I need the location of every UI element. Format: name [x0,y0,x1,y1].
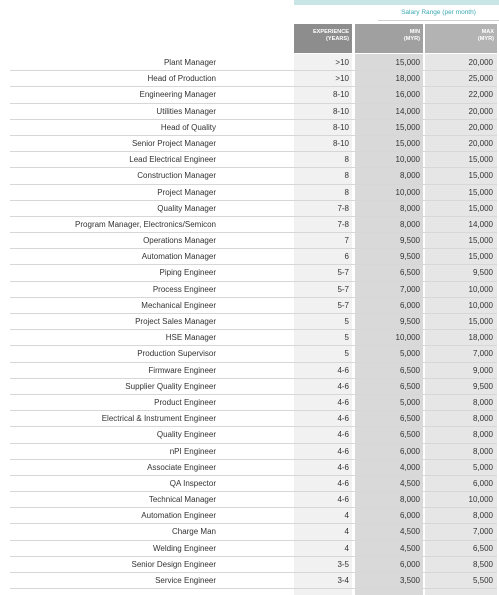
job-title-cell: Plant Manager [163,58,216,67]
experience-cell: 8-10 [332,138,349,148]
table-row [0,330,499,346]
job-title-cell: Head of Production [147,74,216,84]
job-title-cell: HSE Manager [165,333,216,343]
experience-cell: 8 [344,187,349,197]
min-salary-cell: 9,500 [399,236,420,246]
min-salary-cell: 5,000 [399,349,420,359]
job-title-cell: Service Engineer [155,576,216,585]
min-salary-cell: 4,500 [399,478,420,488]
job-title-cell: Construction Manager [137,171,216,181]
max-salary-cell: 20,000 [468,58,493,67]
min-salary-cell: 9,500 [399,317,420,326]
experience-cell: >10 [335,58,349,67]
max-salary-cell: 8,000 [472,446,493,456]
experience-cell: 5 [344,333,349,343]
experience-cell: 3-5 [337,559,349,569]
job-title-cell: Mechanical Engineer [141,300,216,310]
table-row [0,346,499,362]
max-salary-cell: 5,000 [472,462,493,472]
job-title-cell: Charge Man [171,527,216,537]
table-body [0,55,499,589]
max-salary-cell: 8,000 [472,397,493,407]
max-salary-cell: 5,500 [472,576,493,585]
table-row [0,363,499,379]
experience-cell: 4-6 [337,397,349,407]
max-salary-cell: 15,000 [468,203,493,213]
header-divider [378,20,499,21]
job-title-cell: Product Engineer [154,397,216,407]
job-title-cell: Senior Project Manager [131,138,216,148]
experience-cell: 5 [344,349,349,359]
job-title-cell: Technical Manager [148,495,216,505]
experience-cell: 6 [344,252,349,262]
min-salary-cell: 9,500 [399,252,420,262]
max-header-line1: MAX [481,29,494,35]
min-salary-cell: 16,000 [395,90,420,100]
table-row [0,282,499,298]
max-salary-cell: 10,000 [468,300,493,310]
max-salary-cell: 9,000 [472,365,493,375]
min-salary-cell: 7,000 [399,284,420,294]
min-salary-cell: 6,000 [399,511,420,521]
max-salary-cell: 8,000 [472,414,493,424]
max-column-header [425,24,497,53]
experience-column-header [294,24,352,53]
max-salary-cell: 15,000 [468,317,493,326]
job-title-cell: Lead Electrical Engineer [129,155,216,165]
experience-header-line2: (YEARS) [326,36,349,42]
max-salary-cell: 20,000 [468,122,493,132]
experience-header-line1: EXPERIENCE [312,29,349,35]
min-salary-cell: 10,000 [395,187,420,197]
min-salary-cell: 8,000 [399,219,420,229]
experience-cell: 7-8 [337,219,349,229]
table-row [0,492,499,508]
experience-cell: 8 [344,171,349,181]
experience-cell: 4-6 [337,446,349,456]
table-row [0,508,499,524]
experience-cell: 8-10 [332,106,349,116]
table-row [0,104,499,120]
max-salary-cell: 10,000 [468,284,493,294]
job-title-cell: Program Manager, Electronics/Semicon [75,219,216,229]
min-salary-cell: 6,500 [399,414,420,424]
experience-cell: >10 [335,74,349,84]
min-salary-cell: 3,500 [399,576,420,585]
max-salary-cell: 25,000 [468,74,493,84]
min-salary-cell: 4,000 [399,462,420,472]
min-column-header [355,24,423,53]
max-salary-cell: 18,000 [468,333,493,343]
table-row [0,314,499,330]
table-row [0,524,499,540]
experience-cell: 4-6 [337,365,349,375]
job-title-cell: Engineering Manager [139,90,216,100]
max-salary-cell: 14,000 [468,219,493,229]
table-row [0,395,499,411]
experience-cell: 4-6 [337,381,349,391]
table-row [0,265,499,281]
experience-cell: 4 [344,511,349,521]
experience-cell: 4-6 [337,495,349,505]
max-salary-cell: 15,000 [468,252,493,262]
max-salary-cell: 15,000 [468,155,493,165]
min-header-line2: (MYR) [403,36,420,42]
min-salary-cell: 6,500 [399,381,420,391]
job-title-cell: Firmware Engineer [148,365,216,375]
experience-cell: 5-7 [337,284,349,294]
min-salary-cell: 6,500 [399,365,420,375]
experience-cell: 4 [344,543,349,553]
min-salary-cell: 5,000 [399,397,420,407]
experience-cell: 4 [344,527,349,537]
max-salary-cell: 15,000 [468,187,493,197]
min-salary-cell: 6,500 [399,268,420,278]
min-salary-cell: 4,500 [399,543,420,553]
max-salary-cell: 10,000 [468,495,493,505]
experience-cell: 3-4 [337,576,349,585]
experience-cell: 8 [344,155,349,165]
table-row [0,233,499,249]
experience-cell: 4-6 [337,414,349,424]
min-salary-cell: 10,000 [395,333,420,343]
table-row [0,87,499,103]
job-title-cell: Supplier Quality Engineer [125,381,216,391]
max-salary-cell: 8,000 [472,511,493,521]
table-row [0,460,499,476]
job-title-cell: Operations Manager [143,236,216,246]
min-salary-cell: 15,000 [395,122,420,132]
job-title-cell: Quality Engineer [156,430,216,440]
table-row [0,541,499,557]
max-salary-cell: 7,000 [472,527,493,537]
min-salary-cell: 8,000 [399,171,420,181]
header-accent-band [294,0,499,5]
job-title-cell: Welding Engineer [152,543,216,553]
min-salary-cell: 4,500 [399,527,420,537]
max-salary-cell: 8,000 [472,430,493,440]
job-title-cell: Senior Design Engineer [131,559,216,569]
table-row [0,427,499,443]
table-row [0,71,499,87]
experience-cell: 5-7 [337,268,349,278]
experience-cell: 5 [344,317,349,326]
max-salary-cell: 15,000 [468,236,493,246]
table-row [0,168,499,184]
max-header-line2: (MYR) [477,36,494,42]
job-title-cell: Automation Engineer [141,511,216,521]
experience-cell: 8-10 [332,122,349,132]
table-row [0,120,499,136]
experience-cell: 4-6 [337,462,349,472]
table-row [0,298,499,314]
table-row [0,136,499,152]
min-salary-cell: 6,000 [399,300,420,310]
min-salary-cell: 10,000 [395,155,420,165]
table-row [0,152,499,168]
job-title-cell: Utilities Manager [156,106,216,116]
job-title-cell: Automation Manager [141,252,216,262]
min-salary-cell: 6,000 [399,446,420,456]
max-salary-cell: 9,500 [472,268,493,278]
max-salary-cell: 22,000 [468,90,493,100]
table-row [0,557,499,573]
max-salary-cell: 20,000 [468,106,493,116]
experience-cell: 7-8 [337,203,349,213]
min-salary-cell: 8,000 [399,495,420,505]
min-header-line1: MIN [409,29,420,35]
table-row [0,201,499,217]
job-title-cell: Project Sales Manager [135,317,216,326]
table-row [0,476,499,492]
table-row [0,444,499,460]
min-salary-cell: 15,000 [395,138,420,148]
max-salary-cell: 6,000 [472,478,493,488]
job-title-cell: Head of Quality [160,122,216,132]
max-salary-cell: 9,500 [472,381,493,391]
job-title-cell: QA Inspector [169,478,216,488]
table-row [0,55,499,71]
job-title-cell: Associate Engineer [147,462,216,472]
max-salary-cell: 7,000 [472,349,493,359]
salary-range-heading: Salary Range (per month) [401,9,476,16]
min-salary-cell: 18,000 [395,74,420,84]
max-salary-cell: 6,500 [472,543,493,553]
min-salary-cell: 6,000 [399,559,420,569]
experience-cell: 7 [344,236,349,246]
table-row [0,573,499,589]
job-title-cell: nPI Engineer [169,446,216,456]
job-title-cell: Process Engineer [152,284,216,294]
table-row [0,217,499,233]
job-title-cell: Project Manager [157,187,216,197]
experience-cell: 4-6 [337,478,349,488]
experience-cell: 4-6 [337,430,349,440]
min-salary-cell: 8,000 [399,203,420,213]
experience-cell: 5-7 [337,300,349,310]
min-salary-cell: 15,000 [395,58,420,67]
max-salary-cell: 8,500 [472,559,493,569]
job-title-cell: Electrical & Instrument Engineer [101,414,216,424]
max-salary-cell: 15,000 [468,171,493,181]
table-row [0,249,499,265]
table-row [0,185,499,201]
max-salary-cell: 20,000 [468,138,493,148]
experience-cell: 8-10 [332,90,349,100]
job-title-cell: Piping Engineer [159,268,216,278]
min-salary-cell: 14,000 [395,106,420,116]
table-row [0,411,499,427]
table-row [0,379,499,395]
job-title-cell: Production Supervisor [137,349,216,359]
min-salary-cell: 6,500 [399,430,420,440]
job-title-cell: Quality Manager [157,203,216,213]
